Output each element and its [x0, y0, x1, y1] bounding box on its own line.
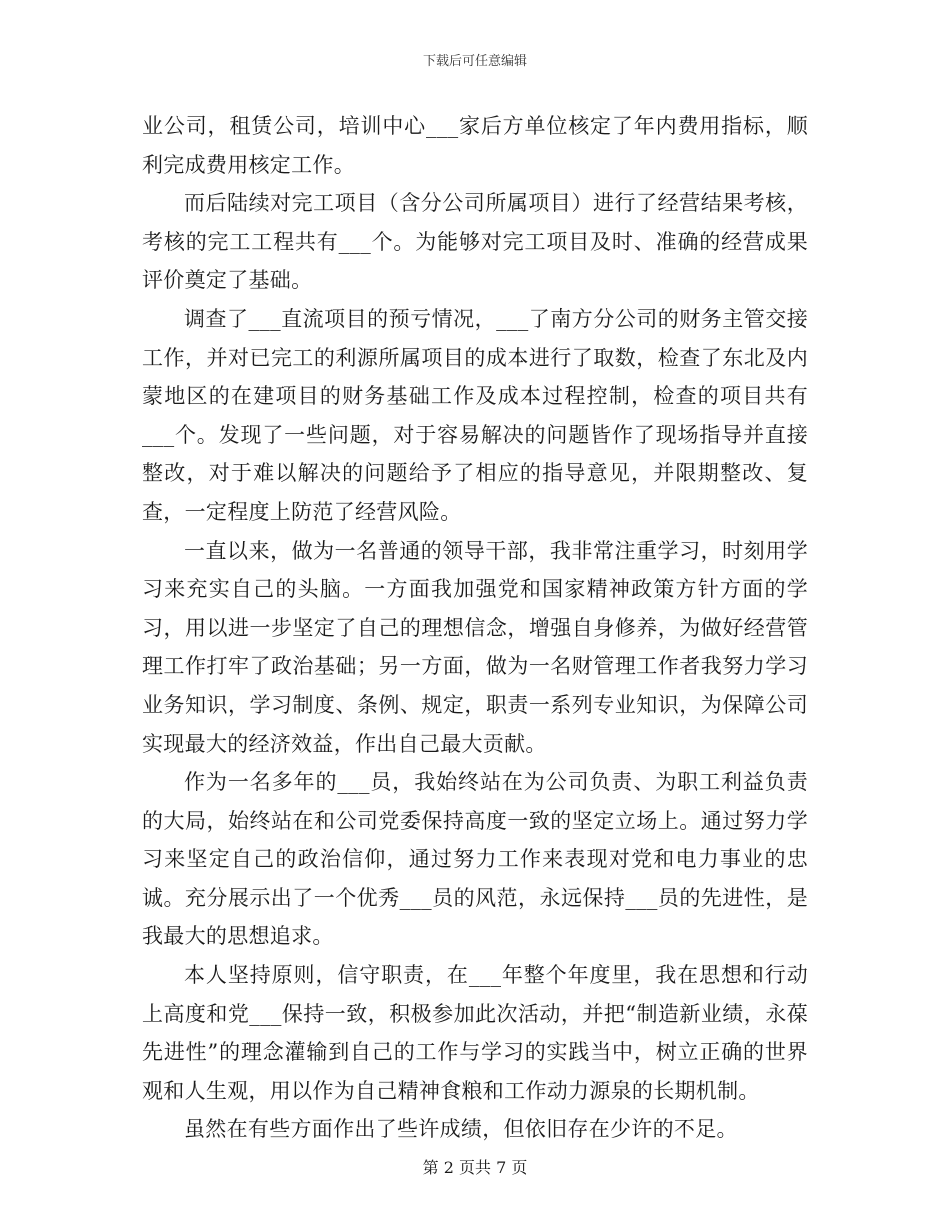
- paragraph-1: 业公司，租赁公司，培训中心___家后方单位核定了年内费用指标，顺利完成费用核定工作。: [142, 114, 808, 177]
- paragraph-6: 本人坚持原则，信守职责，在___年整个年度里，我在思想和行动上高度和党___保持一致，积极参加此次活动，并把“制造新业绩，永葆先进性”的理念灌输到自己的工作与学习的实践当中，树立正确的世界观和人生观，用以作为自己精神食粮和工作动力源泉的长期机制。: [142, 963, 808, 1103]
- page-header-note: 下载后可任意编辑: [422, 54, 527, 69]
- paragraph-3: 调查了___直流项目的预亏情况，___了南方分公司的财务主管交接工作，并对已完工的利源所属项目的成本进行了取数，检查了东北及内蒙地区的在建项目的财务基础工作及成本过程控制，检查的项目共有___个。发现了一些问题，对于容易解决的问题皆作了现场指导并直接整改，对于难以解决的问题给予了相应的指导意见，并限期整改、复查，一定程度上防范了经营风险。: [142, 306, 808, 524]
- paragraph-4: 一直以来，做为一名普通的领导干部，我非常注重学习，时刻用学习来充实自己的头脑。一方面我加强党和国家精神政策方针方面的学习，用以进一步坚定了自己的理想信念，增强自身修养，为做好经营管理工作打牢了政治基础；另一方面，做为一名财管理工作者我努力学习业务知识，学习制度、条例、规定，职责一系列专业知识，为保障公司实现最大的经济效益，作出自己最大贡献。: [142, 538, 808, 756]
- page-number: 第 2 页共 7 页: [422, 1158, 528, 1177]
- document-body: [142, 107, 808, 1149]
- paragraph-5: 作为一名多年的___员，我始终站在为公司负责、为职工利益负责的大局，始终站在和公司党委保持高度一致的坚定立场上。通过努力学习来坚定自己的政治信仰，通过努力工作来表现对党和电力事业的忠诚。充分展示出了一个优秀___员的风范，永远保持___员的先进性，是我最大的思想追求。: [142, 770, 808, 949]
- paragraph-2: 而后陆续对完工项目（含分公司所属项目）进行了经营结果考核，考核的完工工程共有___个。为能够对完工项目及时、准确的经营成果评价奠定了基础。: [142, 191, 808, 293]
- paragraph-7: 虽然在有些方面作出了些许成绩，但依旧存在少许的不足。: [184, 1117, 738, 1142]
